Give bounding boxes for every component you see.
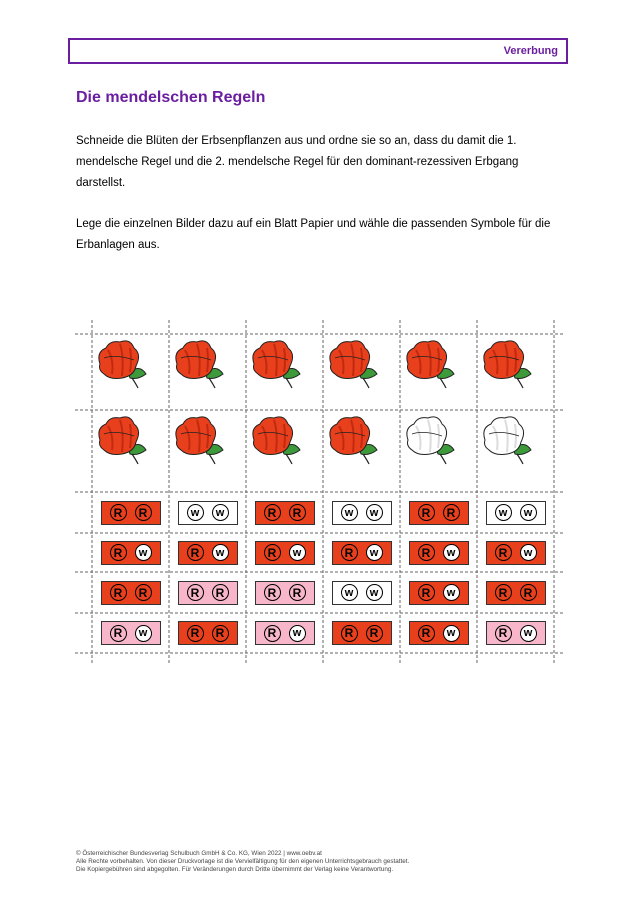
allele-cell	[169, 613, 246, 653]
allele-symbol-dominant: R	[212, 625, 229, 642]
allele-cell	[323, 613, 400, 653]
allele-symbol-dominant: R	[341, 625, 358, 642]
allele-symbol-dominant: R	[187, 544, 204, 561]
flower-cell	[246, 410, 323, 492]
allele-cell	[323, 492, 400, 533]
allele-card	[332, 581, 392, 605]
footer	[76, 850, 409, 874]
flower-cell	[323, 410, 400, 492]
allele-symbol-dominant: R	[110, 625, 127, 642]
allele-symbol-dominant: R	[366, 625, 383, 642]
allele-symbol-dominant: R	[135, 584, 152, 601]
allele-cell	[169, 533, 246, 572]
allele-symbol-recessive: w	[443, 544, 460, 561]
allele-symbol-recessive: w	[520, 544, 537, 561]
allele-symbol-recessive: w	[366, 504, 383, 521]
allele-symbol-recessive: w	[520, 625, 537, 642]
allele-symbol-recessive: w	[135, 625, 152, 642]
allele-symbol-recessive: w	[366, 544, 383, 561]
allele-cell	[169, 572, 246, 613]
allele-symbol-recessive: w	[341, 504, 358, 521]
allele-cell	[92, 533, 169, 572]
allele-cell	[477, 533, 554, 572]
allele-symbol-dominant: R	[187, 625, 204, 642]
allele-card	[101, 581, 161, 605]
allele-symbol-recessive: w	[289, 544, 306, 561]
footer-line-3: Die Kopiergebühren sind abgegolten. Für Veränderungen durch Dritte übernimmt der Verlag keine Verantwortung.	[76, 866, 394, 873]
allele-symbol-recessive: w	[187, 504, 204, 521]
flower-cell	[400, 410, 477, 492]
allele-card	[332, 501, 392, 525]
allele-cell	[477, 613, 554, 653]
allele-symbol-dominant: R	[135, 504, 152, 521]
allele-symbol-dominant: R	[264, 504, 281, 521]
allele-symbol-dominant: R	[264, 544, 281, 561]
allele-symbol-recessive: w	[443, 625, 460, 642]
instruction-paragraph-2: Lege die einzelnen Bilder dazu auf ein Blatt Papier und wähle die passenden Symbole für die Erbanlagen aus.	[76, 218, 551, 251]
allele-card	[255, 581, 315, 605]
allele-card	[255, 541, 315, 565]
flower-cell	[323, 334, 400, 410]
allele-card	[486, 541, 546, 565]
allele-symbol-recessive: w	[341, 584, 358, 601]
flower-cell	[477, 410, 554, 492]
allele-cell	[92, 572, 169, 613]
allele-cell	[323, 533, 400, 572]
allele-symbol-recessive: w	[495, 504, 512, 521]
allele-symbol-recessive: w	[212, 544, 229, 561]
allele-symbol-dominant: R	[341, 544, 358, 561]
allele-card	[332, 541, 392, 565]
allele-symbol-dominant: R	[264, 625, 281, 642]
allele-symbol-dominant: R	[110, 504, 127, 521]
allele-cell	[246, 492, 323, 533]
allele-symbol-dominant: R	[264, 584, 281, 601]
allele-card	[409, 581, 469, 605]
allele-symbol-dominant: R	[289, 504, 306, 521]
flower-cell	[400, 334, 477, 410]
allele-cell	[400, 492, 477, 533]
allele-cell	[400, 572, 477, 613]
allele-cell	[92, 613, 169, 653]
topic-label: Vererbung	[503, 45, 558, 57]
allele-cell	[400, 613, 477, 653]
allele-card	[486, 621, 546, 645]
allele-symbol-dominant: R	[520, 584, 537, 601]
allele-symbol-recessive: w	[212, 504, 229, 521]
allele-symbol-dominant: R	[418, 544, 435, 561]
allele-symbol-dominant: R	[110, 584, 127, 601]
allele-symbol-dominant: R	[110, 544, 127, 561]
allele-symbol-dominant: R	[289, 584, 306, 601]
allele-card	[101, 501, 161, 525]
allele-card	[486, 501, 546, 525]
allele-symbol-dominant: R	[495, 625, 512, 642]
allele-card	[101, 541, 161, 565]
allele-cell	[169, 492, 246, 533]
allele-symbol-dominant: R	[443, 504, 460, 521]
header-box	[68, 38, 568, 64]
allele-card	[178, 621, 238, 645]
allele-symbol-dominant: R	[212, 584, 229, 601]
allele-symbol-dominant: R	[418, 504, 435, 521]
allele-cell	[477, 492, 554, 533]
allele-symbol-dominant: R	[418, 625, 435, 642]
allele-card	[101, 621, 161, 645]
allele-cell	[246, 613, 323, 653]
flower-cell	[246, 334, 323, 410]
allele-card	[332, 621, 392, 645]
allele-cell	[246, 533, 323, 572]
allele-card	[409, 501, 469, 525]
allele-symbol-recessive: w	[289, 625, 306, 642]
footer-line-2: Alle Rechte vorbehalten. Von dieser Druckvorlage ist die Vervielfältigung für den eigenen Unterrichtsgebrauch gestattet.	[76, 858, 410, 865]
flower-cell	[92, 410, 169, 492]
allele-symbol-dominant: R	[418, 584, 435, 601]
allele-cell	[477, 572, 554, 613]
allele-card	[409, 541, 469, 565]
footer-line-1: © Österreichischer Bundesverlag Schulbuch GmbH & Co. KG, Wien 2022 | www.oebv.at	[76, 850, 322, 857]
allele-symbol-dominant: R	[187, 584, 204, 601]
instruction-paragraph-1: Schneide die Blüten der Erbsenpflanzen aus und ordne sie so an, dass du damit die 1. mendelsche Regel und die 2. mendelsche Regel für den dominant-rezessiven Erbgang darstellst.	[76, 135, 519, 189]
allele-card	[178, 541, 238, 565]
allele-symbol-recessive: w	[520, 504, 537, 521]
allele-card	[178, 581, 238, 605]
allele-symbol-recessive: w	[135, 544, 152, 561]
allele-symbol-dominant: R	[495, 544, 512, 561]
allele-cell	[246, 572, 323, 613]
allele-symbol-recessive: w	[443, 584, 460, 601]
allele-cell	[400, 533, 477, 572]
allele-cell	[92, 492, 169, 533]
allele-card	[178, 501, 238, 525]
allele-card	[255, 501, 315, 525]
allele-symbol-dominant: R	[495, 584, 512, 601]
cutout-grid	[75, 320, 565, 665]
allele-symbol-recessive: w	[366, 584, 383, 601]
allele-card	[486, 581, 546, 605]
allele-card	[409, 621, 469, 645]
allele-cell	[323, 572, 400, 613]
flower-cell	[92, 334, 169, 410]
flower-cell	[169, 410, 246, 492]
flower-cell	[169, 334, 246, 410]
flower-cell	[477, 334, 554, 410]
page-title: Die mendelschen Regeln	[76, 89, 266, 106]
allele-card	[255, 621, 315, 645]
